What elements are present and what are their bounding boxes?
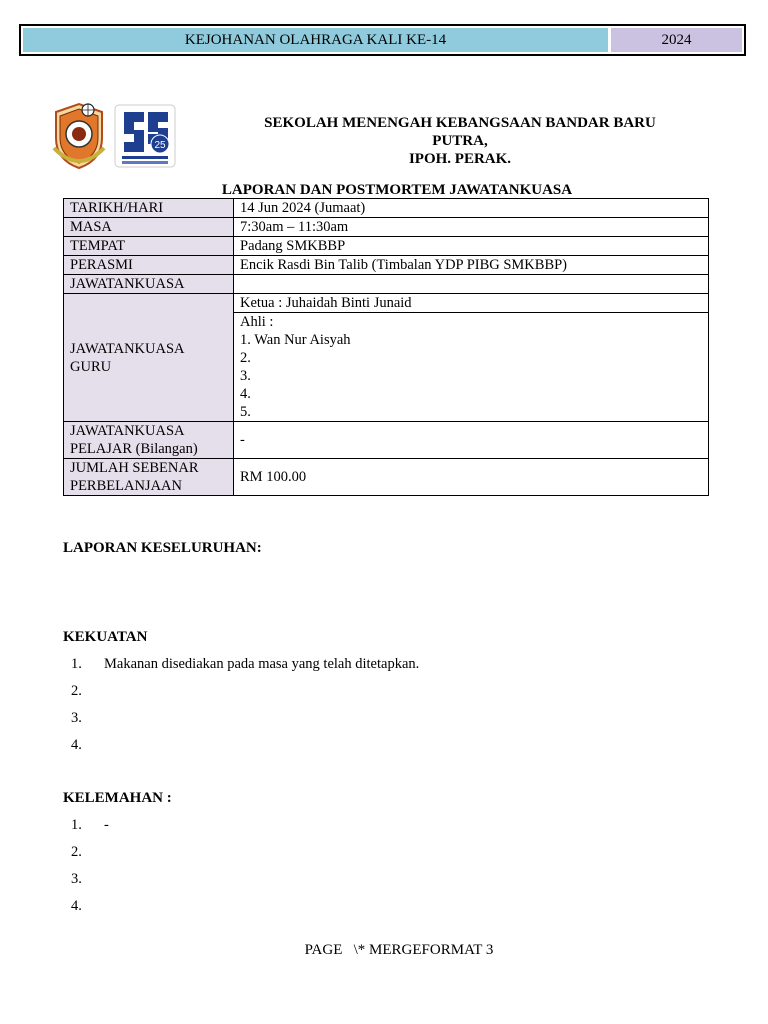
guru-label <box>64 294 234 422</box>
school-name-line2: PUTRA, <box>432 133 488 149</box>
perasmi-value: Encik Rasdi Bin Talib (Timbalan YDP PIBG SMKBBP) <box>234 256 709 275</box>
guru-label-line1: JAWATANKUASA <box>70 340 185 357</box>
list-item <box>63 817 703 844</box>
list-item <box>63 871 703 898</box>
pelajar-label-line1: JAWATANKUASA <box>70 423 185 439</box>
tarikh-value: 14 Jun 2024 (Jumaat) <box>234 199 709 218</box>
kekuatan-list <box>63 656 703 764</box>
tarikh-label: TARIKH/HARI <box>64 199 234 218</box>
school-name-line3: IPOH. PERAK. <box>408 151 512 167</box>
list-number: 3. <box>71 871 82 887</box>
laporan-keseluruhan-heading: LAPORAN KESELURUHAN: <box>63 540 262 556</box>
list-number: 1. <box>71 817 82 833</box>
list-item <box>63 683 703 710</box>
list-item <box>63 656 703 683</box>
list-item <box>63 710 703 737</box>
header-bar <box>19 24 746 56</box>
ahli-item: 2. <box>240 350 251 366</box>
kekuatan-heading: KEKUATAN <box>63 629 148 645</box>
table-row <box>64 199 709 218</box>
ahli-item: 5. <box>240 404 251 420</box>
masa-value: 7:30am – 11:30am <box>234 218 709 237</box>
page-footer: PAGE \* MERGEFORMAT 3 <box>304 942 494 958</box>
ketua-value: Ketua : Juhaidah Binti Junaid <box>234 294 709 313</box>
committee-info-table <box>63 198 709 496</box>
masa-label: MASA <box>64 218 234 237</box>
tempat-value: Padang SMKBBP <box>234 237 709 256</box>
list-item <box>63 737 703 764</box>
belanja-label-line2: PERBELANJAAN <box>70 478 182 494</box>
perasmi-label: PERASMI <box>64 256 234 275</box>
event-year: 2024 <box>611 28 742 52</box>
jawatankuasa-value <box>234 275 709 294</box>
table-row <box>64 237 709 256</box>
ahli-item: 1. Wan Nur Aisyah <box>240 332 351 348</box>
ahli-heading: Ahli : <box>240 314 274 330</box>
ahli-list <box>234 313 709 422</box>
ahli-item: 3. <box>240 368 251 384</box>
list-number: 3. <box>71 710 82 726</box>
table-row <box>64 256 709 275</box>
guru-label-line2: GURU <box>70 358 112 375</box>
kelemahan-list <box>63 817 703 925</box>
list-text: Makanan disediakan pada masa yang telah ditetapkan. <box>104 656 420 672</box>
belanja-label <box>64 459 234 496</box>
pelajar-label <box>64 422 234 459</box>
belanja-label-line1: JUMLAH SEBENAR <box>70 460 199 476</box>
table-row <box>64 459 709 496</box>
pelajar-label-line2: PELAJAR (Bilangan) <box>70 441 198 457</box>
kelemahan-heading: KELEMAHAN : <box>63 790 172 806</box>
tempat-label: TEMPAT <box>64 237 234 256</box>
list-item <box>63 844 703 871</box>
table-row <box>64 218 709 237</box>
list-number: 4. <box>71 737 82 753</box>
list-number: 2. <box>71 844 82 860</box>
list-number: 1. <box>71 656 82 672</box>
school-crest-icon <box>48 98 110 170</box>
list-text: - <box>104 817 109 833</box>
ahli-item: 4. <box>240 386 251 402</box>
list-item <box>63 898 703 925</box>
pelajar-value: - <box>234 422 709 459</box>
table-row <box>64 275 709 294</box>
25-anniversary-logo-icon <box>114 104 176 168</box>
anniversary-number: 25 <box>154 140 166 151</box>
school-name-line1: SEKOLAH MENENGAH KEBANGSAAN BANDAR BARU <box>264 115 656 131</box>
event-title: KEJOHANAN OLAHRAGA KALI KE-14 <box>23 28 608 52</box>
jawatankuasa-label: JAWATANKUASA <box>64 275 234 294</box>
school-name <box>235 114 685 168</box>
list-number: 4. <box>71 898 82 914</box>
belanja-value: RM 100.00 <box>234 459 709 496</box>
report-title: LAPORAN DAN POSTMORTEM JAWATANKUASA <box>221 182 573 198</box>
table-row <box>64 422 709 459</box>
list-number: 2. <box>71 683 82 699</box>
table-row <box>64 294 709 313</box>
